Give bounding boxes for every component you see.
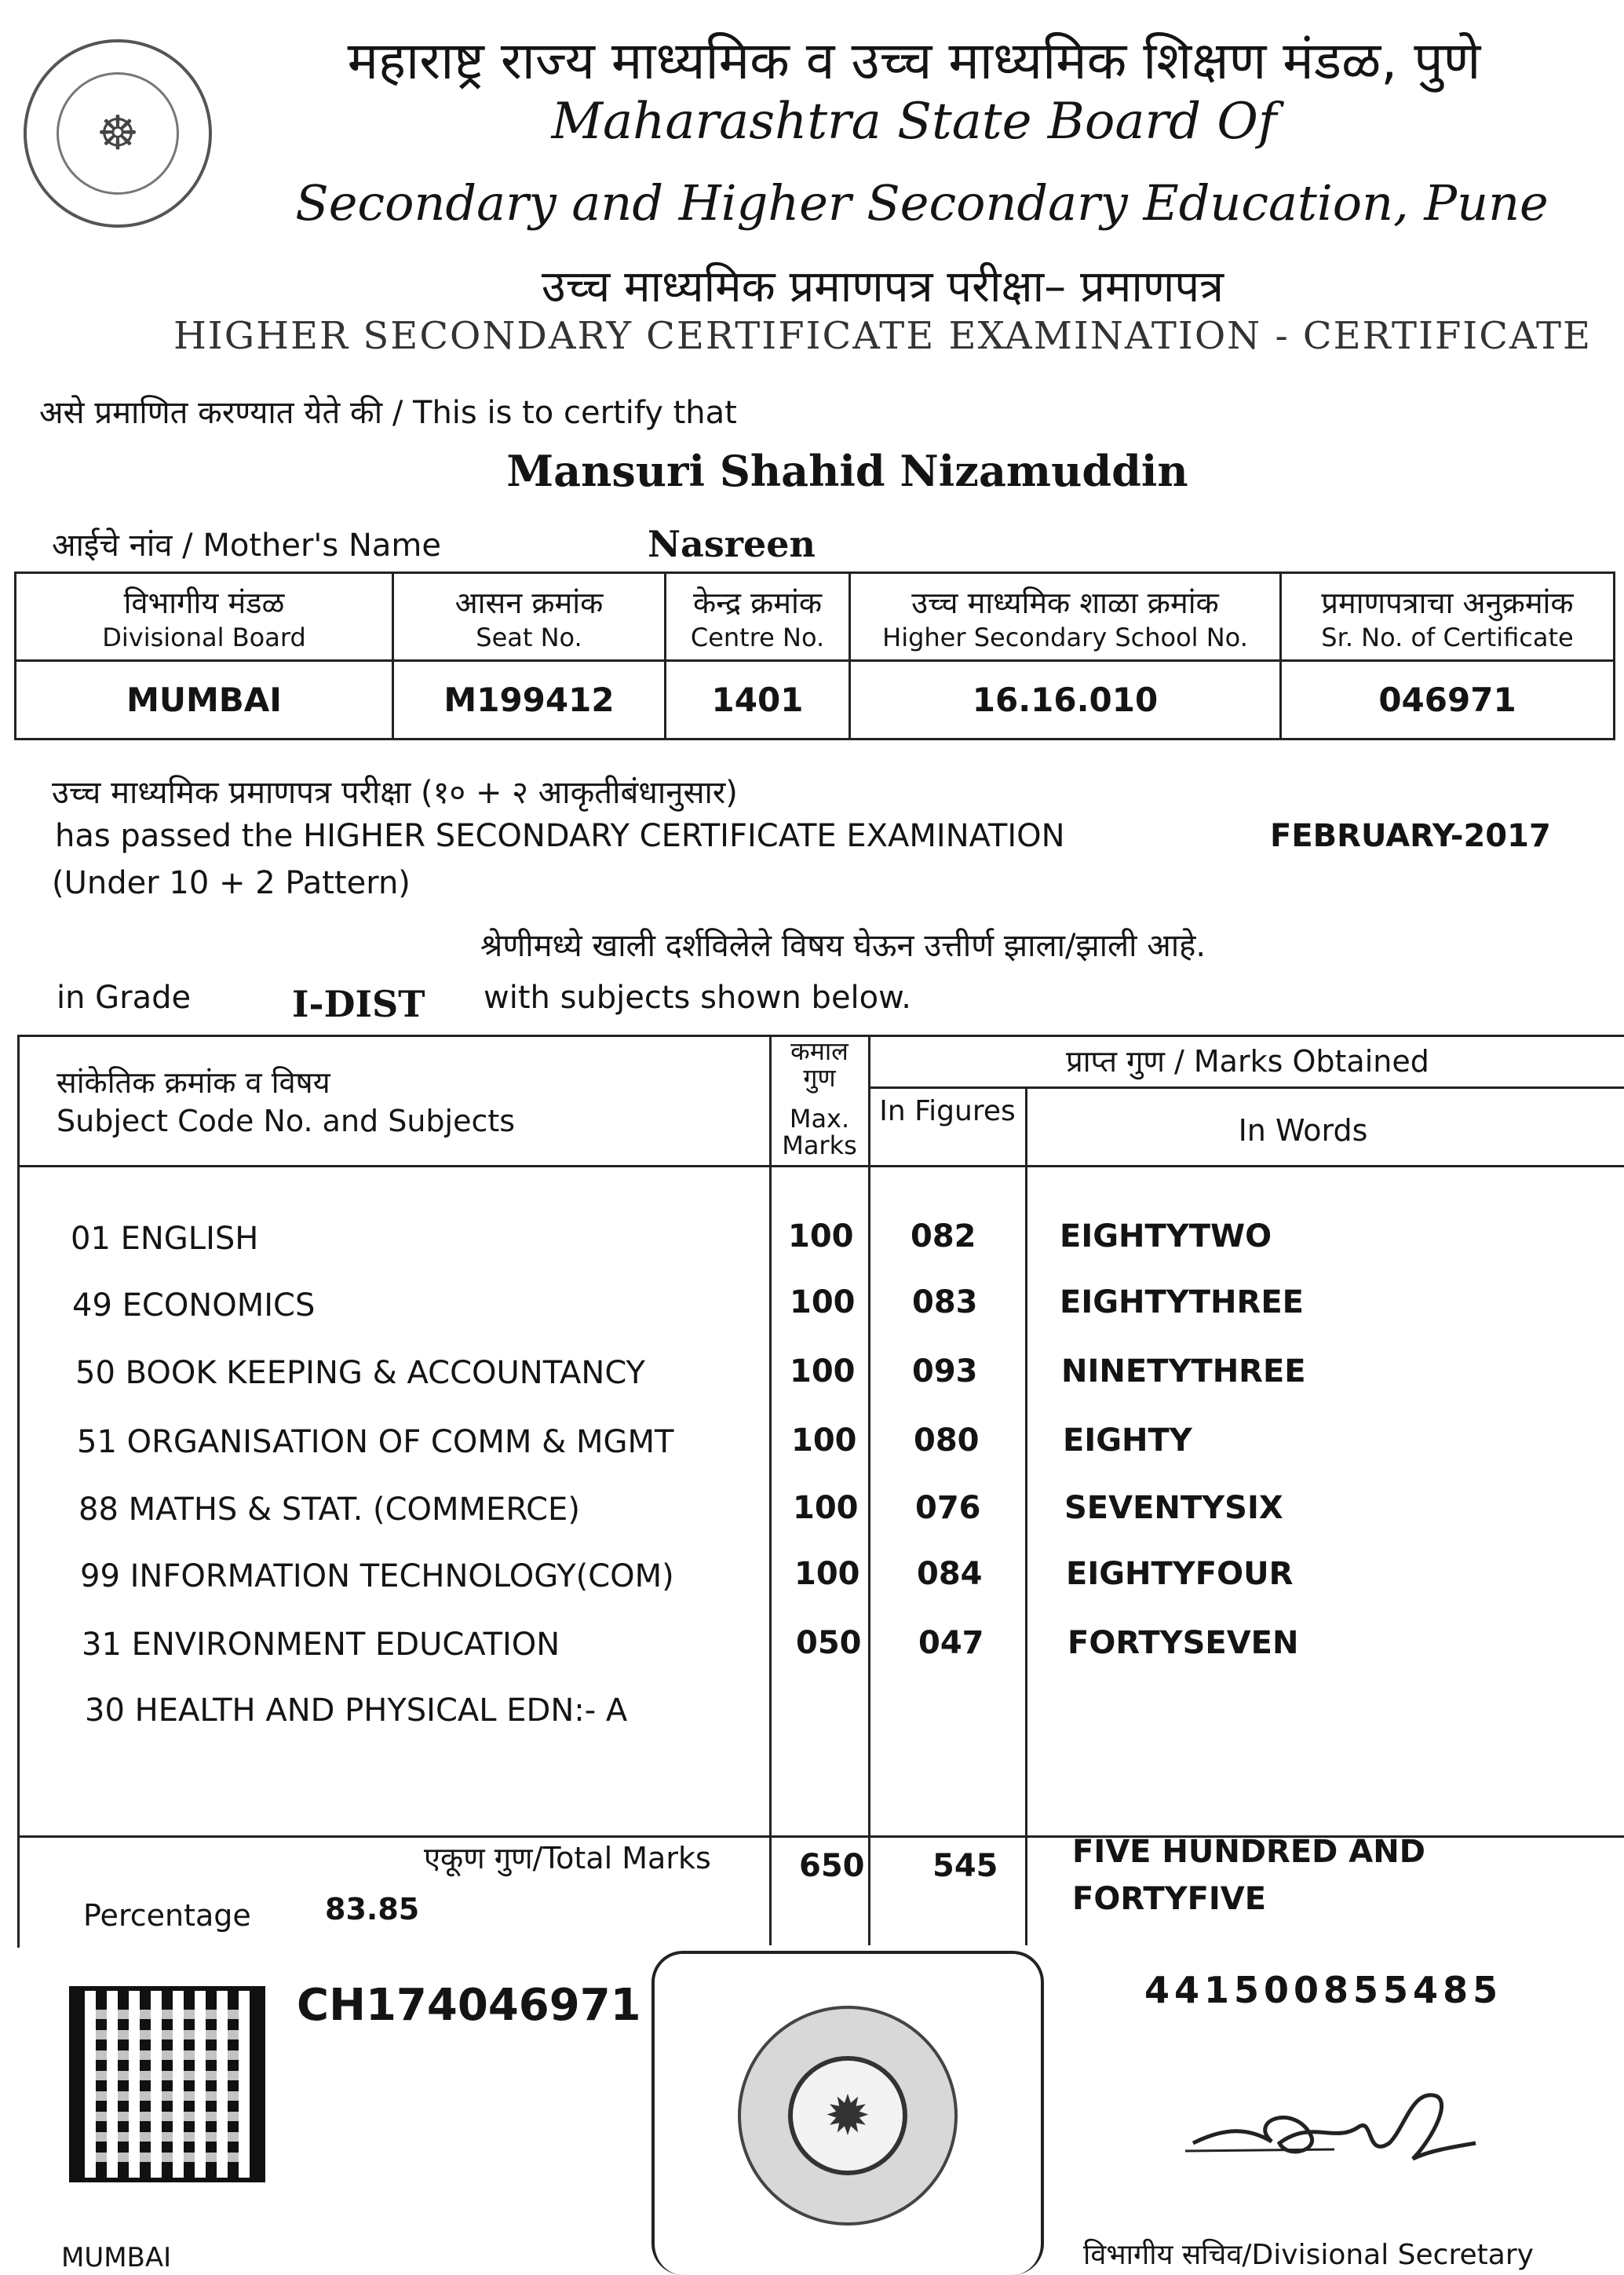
subject-row-5: 88 MATHS & STAT. (COMMERCE)	[78, 1492, 580, 1528]
subject-header-marathi: सांकेतिक क्रमांक व विषय	[57, 1065, 330, 1100]
figures-row-6: 084	[917, 1556, 983, 1592]
header-divisional-board: विभागीय मंडळ Divisional Board	[16, 573, 393, 661]
total-marks-label: एकूण गुण/Total Marks	[424, 1841, 711, 1875]
words-row-7: FORTYSEVEN	[1067, 1625, 1299, 1661]
mother-name-label: आईचे नांव / Mother's Name	[52, 528, 441, 564]
words-row-1: EIGHTYTWO	[1060, 1218, 1272, 1254]
emblem-icon: ✹	[788, 2056, 907, 2175]
words-row-2: EIGHTYTHREE	[1060, 1284, 1304, 1320]
figures-row-5: 076	[915, 1490, 981, 1526]
student-name: Mansuri Shahid Nizamuddin	[506, 446, 1188, 496]
total-words-line1: FIVE HUNDRED AND	[1072, 1834, 1425, 1870]
figures-row-3: 093	[912, 1353, 978, 1389]
header-certificate-sr-no: प्रमाणपत्राचा अनुक्रमांक Sr. No. of Certificate	[1281, 573, 1615, 661]
grade-text-marathi: श्रेणीमध्ये खाली दर्शविलेले विषय घेऊन उत्तीर्ण झाला/झाली आहे.	[480, 928, 1206, 964]
certificate-code: CH174046971	[297, 1980, 641, 2031]
figures-row-4: 080	[914, 1422, 980, 1459]
header-seat-no: आसन क्रमांक Seat No.	[393, 573, 666, 661]
max-marks-row-6: 100	[794, 1556, 860, 1592]
max-header-marathi: कमाल गुण	[790, 1036, 848, 1093]
max-header-english: Max. Marks	[782, 1104, 857, 1160]
words-row-5: SEVENTYSIX	[1064, 1490, 1283, 1526]
figures-row-2: 083	[912, 1284, 978, 1320]
words-row-3: NINETYTHREE	[1061, 1353, 1306, 1389]
header-centre-no: केन्द्र क्रमांक Centre No.	[666, 573, 850, 661]
divisional-board-value: MUMBAI	[16, 661, 393, 739]
header-school-no: उच्च माध्यमिक शाळा क्रमांक Higher Secondary School No.	[850, 573, 1281, 661]
subject-row-2: 49 ECONOMICS	[72, 1287, 316, 1324]
subject-row-4: 51 ORGANISATION OF COMM & MGMT	[77, 1424, 674, 1460]
divisional-secretary-label: विभागीय सचिव/Divisional Secretary	[1083, 2239, 1534, 2271]
words-row-6: EIGHTYFOUR	[1066, 1556, 1294, 1592]
max-marks-row-1: 100	[788, 1218, 854, 1254]
certificate-sr-no-value: 046971	[1281, 661, 1615, 739]
lamp-icon: ☸	[57, 72, 179, 195]
exam-title-marathi: उच्च माध्यमिक प्रमाणपत्र परीक्षा– प्रमाणपत्र	[541, 261, 1224, 312]
mother-name: Nasreen	[648, 523, 816, 565]
percentage-label: Percentage	[83, 1898, 251, 1933]
pass-text-english: has passed the HIGHER SECONDARY CERTIFICATE EXAMINATION	[55, 818, 1065, 854]
grade-label: in Grade	[57, 980, 192, 1016]
board-stamp	[738, 2006, 958, 2226]
max-marks-row-3: 100	[790, 1353, 856, 1389]
subject-row-8: 30 HEALTH AND PHYSICAL EDN:- A	[85, 1693, 628, 1729]
in-words-header: In Words	[1238, 1113, 1368, 1148]
barcode-number: 441500855485	[1144, 1969, 1503, 2011]
max-marks-row-7: 050	[796, 1625, 862, 1661]
subject-row-1: 01 ENGLISH	[71, 1221, 259, 1257]
subject-header-english: Subject Code No. and Subjects	[57, 1104, 516, 1138]
total-obtained-marks: 545	[932, 1848, 998, 1884]
max-marks-row-5: 100	[793, 1490, 859, 1526]
qr-code	[69, 1986, 265, 2182]
exam-title-english: HIGHER SECONDARY CERTIFICATE EXAMINATION - CERTIFICATE	[173, 314, 1593, 358]
info-table	[14, 571, 1615, 740]
board-name-english-line1: Maharashtra State Board Of	[551, 93, 1277, 151]
grade-value: I-DIST	[292, 983, 425, 1025]
exam-session: FEBRUARY-2017	[1270, 818, 1551, 854]
figures-row-1: 082	[911, 1218, 976, 1254]
pass-text-marathi: उच्च माध्यमिक प्रमाणपत्र परीक्षा (१० + २ आकृतीबंधानुसार)	[52, 775, 738, 811]
place-name: MUMBAI	[61, 2242, 172, 2273]
subjects-shown-text: with subjects shown below.	[484, 980, 911, 1016]
subject-row-3: 50 BOOK KEEPING & ACCOUNTANCY	[75, 1355, 645, 1391]
subject-row-7: 31 ENVIRONMENT EDUCATION	[82, 1627, 560, 1663]
seat-no-value: M199412	[393, 661, 666, 739]
subject-row-6: 99 INFORMATION TECHNOLOGY(COM)	[80, 1558, 674, 1594]
figures-row-7: 047	[918, 1625, 984, 1661]
words-row-4: EIGHTY	[1063, 1422, 1192, 1459]
secretary-signature	[1177, 2072, 1491, 2182]
board-name-english-line2: Secondary and Higher Secondary Education, Pune	[295, 174, 1549, 232]
max-marks-row-2: 100	[790, 1284, 856, 1320]
pattern-text: (Under 10 + 2 Pattern)	[52, 865, 411, 901]
centre-no-value: 1401	[666, 661, 850, 739]
in-figures-header: In Figures	[879, 1095, 1016, 1127]
total-words-line2: FORTYFIVE	[1072, 1881, 1267, 1917]
percentage-value: 83.85	[325, 1892, 420, 1926]
board-name-marathi: महाराष्ट्र राज्य माध्यमिक व उच्च माध्यमिक शिक्षण मंडळ, पुणे	[347, 31, 1481, 91]
marks-obtained-header: प्राप्त गुण / Marks Obtained	[1066, 1044, 1429, 1079]
school-no-value: 16.16.010	[850, 661, 1281, 739]
max-marks-row-4: 100	[791, 1422, 857, 1459]
certify-text: असे प्रमाणित करण्यात येते की / This is to certify that	[39, 395, 737, 431]
total-max-marks: 650	[799, 1848, 865, 1884]
